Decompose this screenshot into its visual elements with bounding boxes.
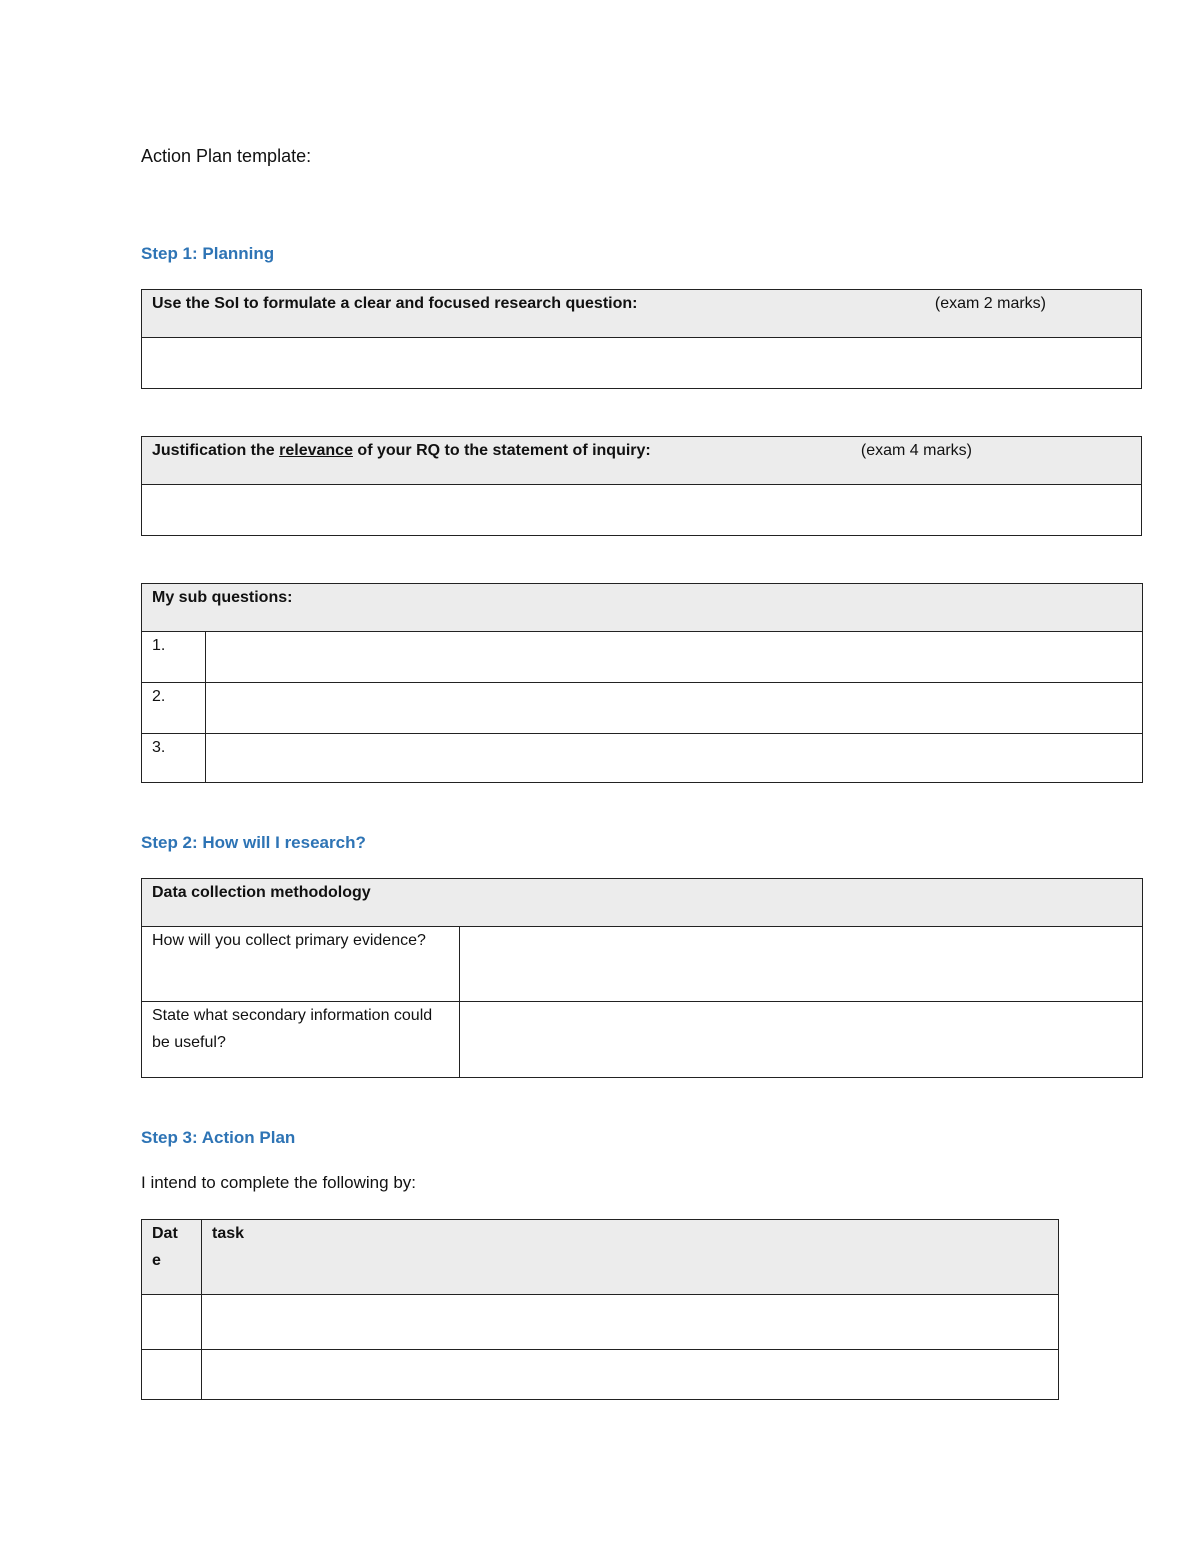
justification-table <box>141 436 1142 536</box>
research-question-answer-cell[interactable] <box>142 338 1142 389</box>
primary-evidence-question: How will you collect primary evidence? <box>142 927 460 1002</box>
secondary-information-question: State what secondary information could be useful? <box>142 1002 460 1078</box>
secondary-information-answer-cell[interactable] <box>460 1002 1143 1078</box>
sub-question-number: 1. <box>142 632 206 683</box>
action-plan-table <box>141 1219 1059 1400</box>
date-cell[interactable] <box>142 1295 202 1350</box>
sub-question-answer-cell[interactable] <box>206 683 1143 734</box>
sub-questions-header: My sub questions: <box>142 584 1143 632</box>
research-question-table <box>141 289 1142 389</box>
task-cell[interactable] <box>202 1350 1059 1400</box>
research-question-header <box>142 290 1142 338</box>
sub-question-answer-cell[interactable] <box>206 632 1143 683</box>
methodology-table <box>141 878 1143 1078</box>
date-cell[interactable] <box>142 1350 202 1400</box>
research-question-label: Use the SoI to formulate a clear and focused research question: <box>152 295 638 312</box>
methodology-header: Data collection methodology <box>142 879 1143 927</box>
justification-header <box>142 437 1142 485</box>
research-question-marks: (exam 2 marks) <box>934 295 1046 312</box>
relevance-underlined: relevance <box>279 442 353 459</box>
date-column-header: Dat e <box>142 1220 202 1295</box>
page-title: Action Plan template: <box>141 146 312 166</box>
justification-label: Justification the relevance of your RQ to the statement of inquiry: <box>152 442 651 459</box>
justification-marks: (exam 4 marks) <box>860 442 972 459</box>
step3-heading: Step 3: Action Plan <box>141 1128 296 1147</box>
task-cell[interactable] <box>202 1295 1059 1350</box>
sub-questions-table <box>141 583 1143 783</box>
action-plan-intro: I intend to complete the following by: <box>141 1173 416 1192</box>
sub-question-answer-cell[interactable] <box>206 734 1143 783</box>
justification-answer-cell[interactable] <box>142 485 1142 536</box>
sub-question-number: 2. <box>142 683 206 734</box>
step1-heading: Step 1: Planning <box>141 244 275 263</box>
sub-question-number: 3. <box>142 734 206 783</box>
task-column-header: task <box>202 1220 1059 1295</box>
step2-heading: Step 2: How will I research? <box>141 833 366 852</box>
primary-evidence-answer-cell[interactable] <box>460 927 1143 1002</box>
